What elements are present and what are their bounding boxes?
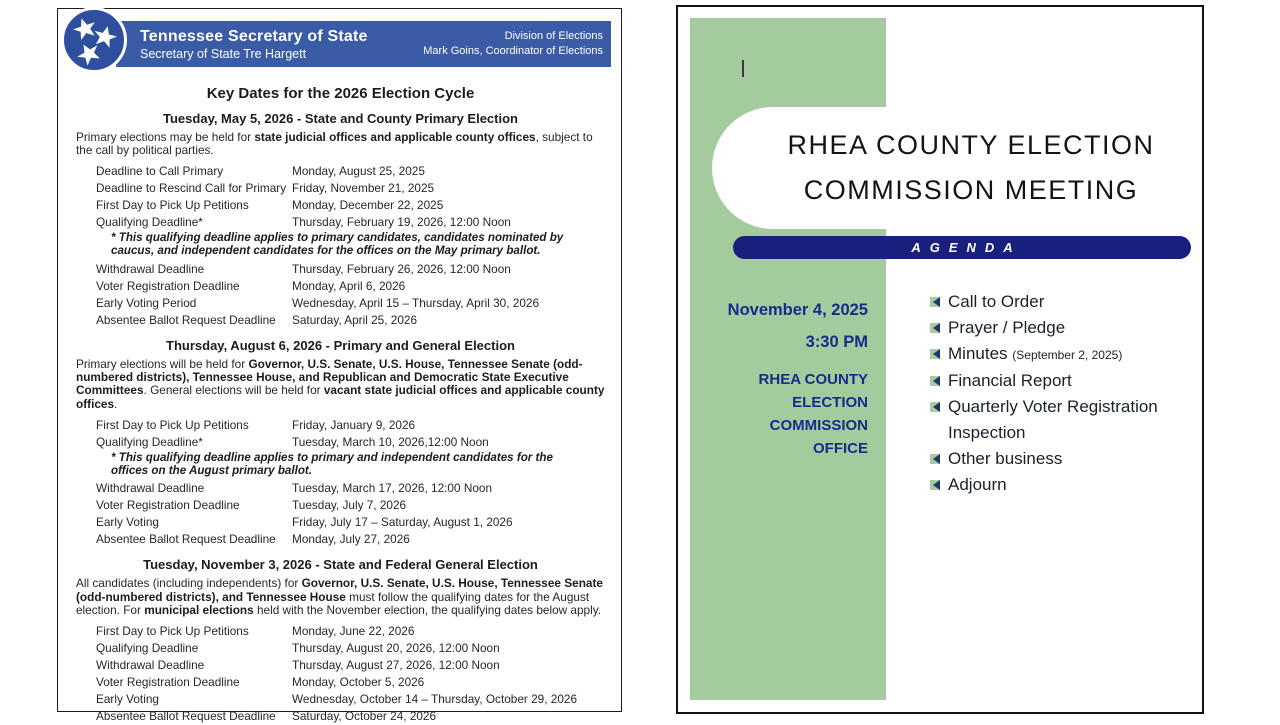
row-value: Friday, November 21, 2025 [292, 181, 435, 196]
row-value: Thursday, August 20, 2026, 12:00 Noon [292, 641, 500, 656]
row-label: Withdrawal Deadline [96, 481, 205, 496]
row-label: Qualifying Deadline* [96, 434, 203, 449]
table-row [96, 657, 605, 674]
election-section [76, 338, 605, 548]
agenda-item [930, 368, 1182, 394]
table-row [96, 480, 605, 497]
intro-bold-text: Governor, U.S. Senate, U.S. House, Tennessee Senate (odd-numbered districts), and Tennessee House [76, 576, 603, 604]
agenda-item-detail: (September 2, 2025) [1012, 348, 1123, 362]
row-label: Qualifying Deadline [96, 641, 199, 656]
square-bullet-icon [930, 349, 940, 359]
secretary-name: Secretary of State Tre Hargett [140, 47, 307, 61]
agenda-label: AGENDA [911, 240, 1022, 255]
key-dates-document-page [57, 8, 622, 724]
table-row [96, 708, 605, 725]
square-bullet-icon [930, 376, 940, 386]
agenda-item [930, 446, 1182, 472]
row-label: Deadline to Call Primary [96, 164, 224, 179]
agenda-item-text: Quarterly Voter Registration Inspection [948, 397, 1158, 442]
square-bullet-icon [930, 402, 940, 412]
table-row [96, 417, 605, 434]
agenda-item [930, 315, 1182, 341]
agenda-item-text: Adjourn [948, 475, 1007, 494]
agenda-item [930, 394, 1182, 446]
meeting-title-plate [712, 107, 1200, 229]
agenda-item-text: Financial Report [948, 371, 1072, 390]
row-label: Qualifying Deadline* [96, 215, 203, 230]
date-table [96, 163, 605, 329]
row-value: Tuesday, March 10, 2026,12:00 Noon [292, 434, 489, 449]
election-section [76, 111, 605, 329]
table-row [96, 163, 605, 180]
agenda-item [930, 472, 1182, 498]
intro-text: . General elections will be held for [143, 383, 324, 398]
section-intro [76, 577, 605, 617]
election-sections [76, 111, 605, 725]
coordinator-line: Mark Goins, Coordinator of Elections [423, 44, 603, 57]
table-row [96, 180, 605, 197]
row-label: Early Voting [96, 515, 159, 530]
meeting-time: 3:30 PM [805, 333, 868, 351]
row-value: Saturday, October 24, 2026 [292, 709, 437, 724]
row-value: Monday, August 25, 2025 [292, 164, 425, 179]
row-label: Withdrawal Deadline [96, 262, 205, 276]
table-row [96, 434, 605, 451]
key-dates-content [58, 79, 621, 725]
row-value: Tuesday, July 7, 2026 [292, 498, 407, 513]
table-row [96, 691, 605, 708]
intro-text: must follow the qualifying dates for the August election. For [76, 589, 590, 617]
table-row [96, 312, 605, 329]
intro-text: All candidates (including independents) for [76, 576, 302, 591]
meeting-info-block [706, 301, 868, 460]
intro-bold-text: vacant state judicial offices and applicable county offices [76, 383, 605, 411]
table-row [96, 531, 605, 548]
row-value: Tuesday, March 17, 2026, 12:00 Noon [292, 481, 493, 496]
table-row [96, 640, 605, 657]
row-label: Absentee Ballot Request Deadline [96, 313, 276, 327]
row-value: Monday, July 27, 2026 [292, 532, 410, 547]
agenda-item-text: Other business [948, 449, 1063, 468]
row-value: Thursday, August 27, 2026, 12:00 Noon [292, 658, 500, 673]
row-label: Withdrawal Deadline [96, 658, 205, 673]
agenda-item [930, 341, 1182, 368]
intro-text: , subject to the call by political parties. [76, 130, 593, 158]
table-row [96, 214, 605, 231]
section-intro [76, 131, 605, 157]
date-table [96, 417, 605, 549]
intro-text: held with the November election, the qualifying dates below apply. [253, 602, 602, 617]
row-label: Absentee Ballot Request Deadline [96, 532, 276, 547]
org-name: Tennessee Secretary of State [140, 28, 368, 45]
table-row [96, 197, 605, 214]
meeting-location: RHEA COUNTY ELECTION COMMISSION OFFICE [758, 371, 868, 457]
section-heading: Thursday, August 6, 2026 - Primary and General Election [166, 338, 515, 353]
meeting-date: November 4, 2025 [727, 301, 868, 319]
row-label: Voter Registration Deadline [96, 498, 240, 513]
agenda-banner [733, 236, 1191, 259]
meeting-title-line: RHEA COUNTY ELECTION [787, 130, 1155, 160]
meeting-title-line: COMMISSION MEETING [803, 175, 1139, 205]
intro-text: Primary elections may be held for [76, 130, 255, 144]
date-table [96, 623, 605, 725]
square-bullet-icon [930, 323, 940, 333]
row-value: Thursday, February 26, 2026, 12:00 Noon [292, 262, 511, 276]
row-label: Early Voting Period [96, 296, 197, 310]
row-label: Deadline to Rescind Call for Primary [96, 181, 287, 196]
qualifying-note: * This qualifying deadline applies to primary and independent candidates for the offices on the August primary ballot. [111, 450, 553, 477]
row-label: First Day to Pick Up Petitions [96, 417, 249, 432]
division-line: Division of Elections [504, 30, 603, 42]
section-intro [76, 358, 605, 411]
qualifying-note: * This qualifying deadline applies to primary candidates, candidates nominated by caucus, and independent candidates for the offices on the May primary ballot. [111, 231, 564, 258]
row-label: Early Voting [96, 692, 159, 707]
election-section [76, 557, 605, 725]
square-bullet-icon [930, 297, 940, 307]
row-label: Voter Registration Deadline [96, 279, 240, 293]
row-label: Absentee Ballot Request Deadline [96, 709, 276, 724]
division-info [423, 29, 603, 58]
table-row [96, 623, 605, 640]
row-value: Monday, June 22, 2026 [292, 624, 415, 639]
row-label: First Day to Pick Up Petitions [96, 624, 249, 639]
row-value: Friday, January 9, 2026 [292, 417, 416, 432]
row-label: First Day to Pick Up Petitions [96, 198, 249, 213]
row-value: Wednesday, October 14 – Thursday, October 29, 2026 [292, 692, 578, 707]
agenda-item-list [930, 289, 1182, 498]
agenda-item-text: Minutes (September 2, 2025) [948, 344, 1123, 363]
table-row [96, 674, 605, 691]
document-title: Key Dates for the 2026 Election Cycle [206, 85, 475, 102]
intro-bold-text: Governor, U.S. Senate, U.S. House, Tennessee Senate (odd-numbered districts), Tennessee House, and Republican and Democratic State Executive Committees [76, 357, 583, 398]
row-value: Saturday, April 25, 2026 [292, 313, 418, 327]
table-row [96, 295, 605, 312]
intro-bold-text: municipal elections [144, 602, 254, 617]
square-bullet-icon [930, 454, 940, 464]
square-bullet-icon [930, 480, 940, 490]
row-value: Monday, April 6, 2026 [292, 279, 406, 293]
text-cursor-mark [742, 60, 744, 77]
tn-sos-header-banner [116, 21, 611, 67]
agenda-document-page [676, 5, 1204, 714]
row-value: Thursday, February 19, 2026, 12:00 Noon [292, 215, 511, 230]
table-row [96, 497, 605, 514]
row-label: Voter Registration Deadline [96, 675, 240, 690]
meeting-title [712, 123, 1200, 213]
table-row [96, 278, 605, 295]
section-heading: Tuesday, May 5, 2026 - State and County Primary Election [163, 111, 518, 126]
row-value: Monday, December 22, 2025 [292, 198, 444, 213]
row-value: Wednesday, April 15 – Thursday, April 30, 2026 [292, 296, 540, 310]
intro-text: Primary elections will be held for [76, 357, 249, 371]
section-heading: Tuesday, November 3, 2026 - State and Federal General Election [143, 557, 538, 573]
table-row [96, 261, 605, 278]
agenda-item [930, 289, 1182, 315]
tennessee-tristar-icon [61, 7, 127, 73]
intro-bold-text: state judicial offices and applicable county offices [254, 130, 536, 144]
table-row [96, 514, 605, 531]
row-value: Monday, October 5, 2026 [292, 675, 425, 690]
row-value: Friday, July 17 – Saturday, August 1, 2026 [292, 515, 513, 530]
agenda-item-text: Prayer / Pledge [948, 318, 1066, 337]
intro-text: . [114, 396, 118, 411]
agenda-item-text: Call to Order [948, 292, 1045, 311]
